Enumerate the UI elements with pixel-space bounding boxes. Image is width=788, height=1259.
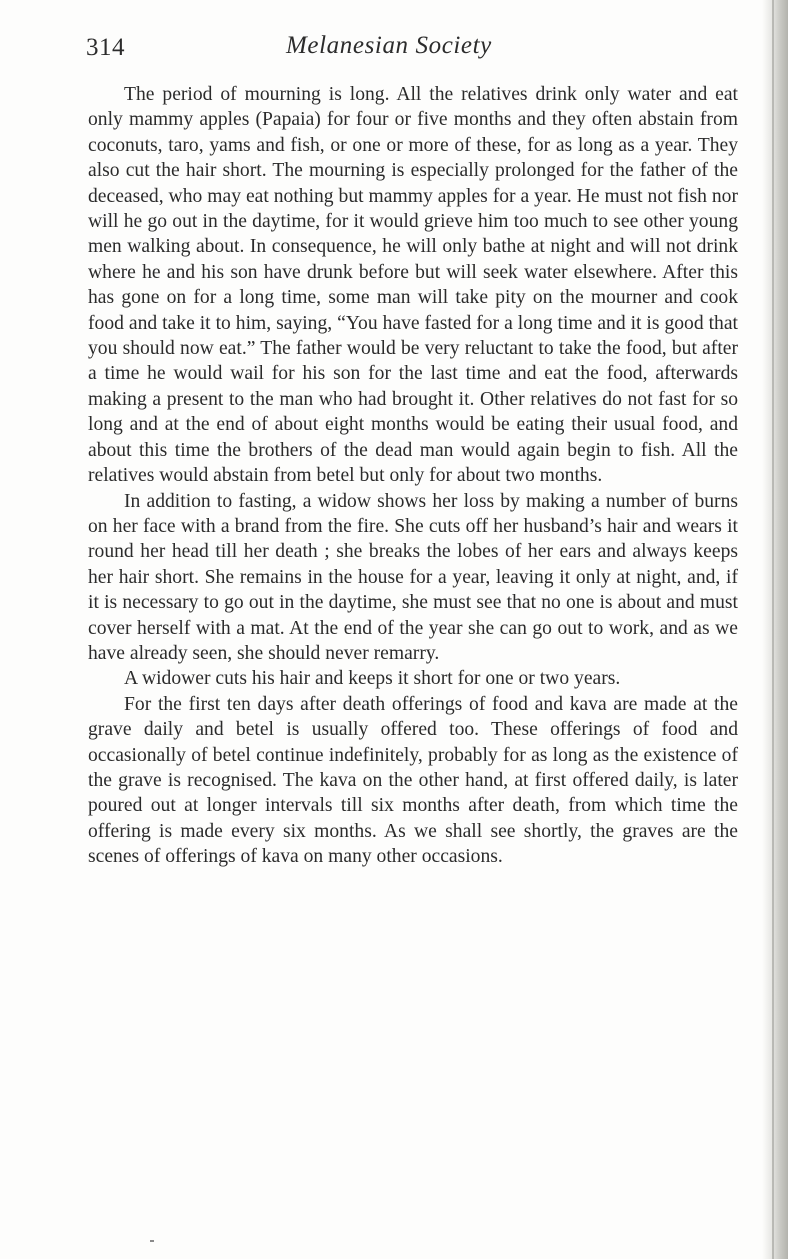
page-number: 314: [86, 34, 125, 61]
paragraph-mourning-period: The period of mourning is long. All the relatives drink only water and eat only mammy apples (Papaia) for four or five months and they often abstain from coconuts, taro, yams and fish, or one or more of these, for as long as a year. They also cut the hair short. The mourning is especially prolonged for the father of the deceased, who may eat nothing but mammy apples for a year. He must not fish nor will he go out in the daytime, for it would grieve him too much to see other young men walking about. In consequence, he will only bathe at night and will not drink where he and his son have drunk before but will seek water elsewhere. After this has gone on for a long time, some man will take pity on the mourner and cook food and take it to him, saying, “You have fasted for a long time and it is good that you should now eat.” The father would be very reluctant to take the food, but after a time he would wail for his son for the last time and eat the food, afterwards making a present to the man who had brought it. Other relatives do not fast for so long and at the end of about eight months would be eating their usual food, and about this time the brothers of the dead man would again begin to fish. All the relatives would abstain from betel but only for about two months.: [88, 84, 738, 487]
paragraph-widow: In addition to fasting, a widow shows her loss by making a number of burns on her face with a brand from the fire. She cuts off her husband’s hair and wears it round her head till her death ; she breaks the lobes of her ears and always keeps her hair short. She remains in the house for a year, leaving it only at night, and, if it is necessary to go out in the daytime, she must see that no one is about and must cover herself with a mat. At the end of the year she can go out to work, and as we have already seen, she should never remarry.: [88, 490, 738, 664]
paper-speck: [150, 1240, 154, 1242]
paragraph-widower: A widower cuts his hair and keeps it short for one or two years.: [124, 668, 621, 690]
page-edge-line: [772, 0, 774, 1259]
running-title: Melanesian Society: [286, 32, 492, 59]
paragraph-grave-offerings: For the first ten days after death offerings of food and kava are made at the grave daily and betel is usually offered too. These offerings of food and occasionally of betel continue indefinitely, probably for as long as the existence of the grave is recognised. The kava on the other hand, at first offered daily, is later poured out at longer intervals till six months after death, from which time the offering is made every six months. As we shall see shortly, the graves are the scenes of offerings of kava on many other occasions.: [88, 693, 738, 868]
page-edge-shadow: [762, 0, 788, 1259]
body-text: [88, 82, 738, 870]
page-header: [86, 30, 736, 64]
